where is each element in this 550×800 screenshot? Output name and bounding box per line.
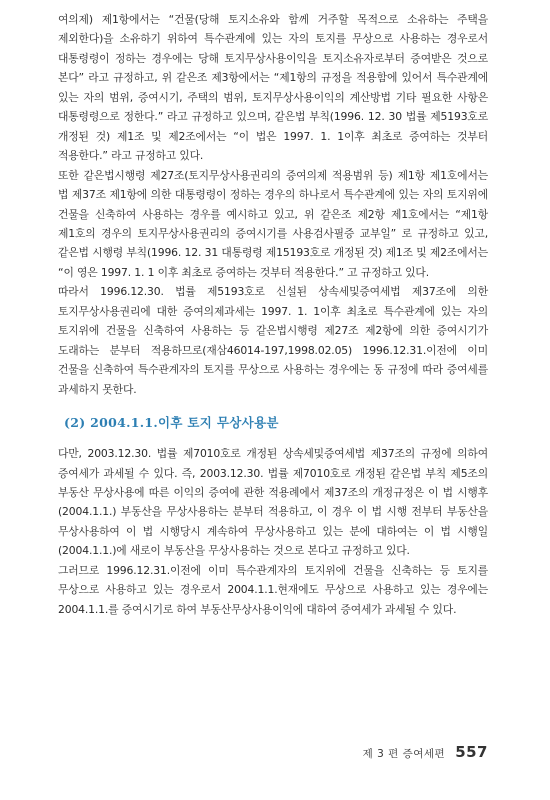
paragraph-5: 그러므로 1996.12.31.이전에 이미 특수관계자의 토지위에 건물을 신축하는 등 토지를 무상으로 사용하고 있는 경우로서 2004.1.1.현재에도 무상으로 사용하고 있는 경우에는 2004.1.1.를 증여시기로 하여 부동산무상사용이익에 대하여 증여세가 과세될 수 있다. — [58, 563, 488, 616]
paragraph-1: 여의제) 제1항에서는 “건물(당해 토지소유와 함께 거주할 목적으로 소유하는 주택을 제외한다)을 소유하기 위하여 특수관계에 있는 자의 토지를 무상으로 사용하는 경우로서 대통령령이 정하는 경우에는 당해 토지무상사용이익을 토지소유자로부터 증여받은 것으로 본다” 라고 규정하고, 위 같은조 제3항에서는 “제1항의 규정을 적용함에 있어서 특수관계에 있는 자의 범위, 증여시기, 주택의 범위, 토지무상사용이익의 계산방법 기타 필요한 사항은 대통령령으로 정한다.” 라고 규정하고 있으며, 같은법 부칙(1996. 12. 30 법률 제5193호로 개정된 것) 제1조 및 제2조에서는 “이 법은 1997. 1. 1이후 최초로 증여하는 것부터 적용한다.” 라고 규정하고 있다. — [58, 13, 488, 163]
footer-section-label: 제 3 편 증여세편 — [362, 748, 446, 760]
document-page — [58, 10, 488, 619]
paragraph-2: 또한 같은법시행령 제27조(토지무상사용권리의 증여의제 적용범위 등) 제1항 제1호에서는 법 제37조 제1항에 의한 대통령령이 정하는 경우의 하나로서 특수관계에 있는 자의 토지위에 건물을 신축하여 사용하는 경우를 예시하고 있고, 위 같은조 제2항 제1호에서는 “제1항 제1호의 경우의 토지무상사용권리의 증여시기를 사용검사필증 교부일” 로 규정하고 있고, 같은법 시행령 부칙(1996. 12. 31 대통령령 제15193호로 개정된 것) 제1조 및 제2조에서는 “이 영은 1997. 1. 1 이후 최초로 증여하는 것부터 적용한다.” 고 규정하고 있다. — [58, 168, 488, 279]
page-number: 557 — [455, 743, 488, 761]
paragraph-4: 다만, 2003.12.30. 법률 제7010호로 개정된 상속세및증여세법 제37조의 규정에 의하여 증여세가 과세될 수 있다. 즉, 2003.12.30. 법률 제7010호로 개정된 같은법 부칙 제5조의 부동산 무상사용에 따른 이익의 증여에 관한 적용례에서 제37조의 개정규정은 이 법 시행후(2004.1.1.) 부동산을 무상사용하는 분부터 적용하고, 이 경우 이 법 시행 전부터 부동산을 무상사용하여 이 법 시행당시 계속하여 무상사용하고 있는 분에 대하여는 이 법 시행일(2004.1.1.)에 새로이 부동산을 무상사용하는 것으로 본다고 규정하고 있다. — [58, 447, 488, 558]
page-footer — [363, 743, 488, 761]
section-heading: (2) 2004.1.1.이후 토지 무상사용분 — [64, 415, 279, 431]
paragraph-3: 따라서 1996.12.30. 법률 제5193호로 신설된 상속세및증여세법 제37조에 의한 토지무상사용권리에 대한 증여의제과세는 1997. 1. 1이후 최초로 특수관계에 있는 자의 토지위에 건물을 신축하여 사용하는 등 같은법시행령 제27조 제2항에 의한 증여시기가 도래하는 분부터 적용하므로(재삼46014-197,1998.02.05) 1996.12.31.이전에 이미 건물을 신축하여 특수관계자의 토지를 무상으로 사용하는 경우에는 동 규정에 따라 증여세를 과세하지 못한다. — [58, 285, 488, 396]
